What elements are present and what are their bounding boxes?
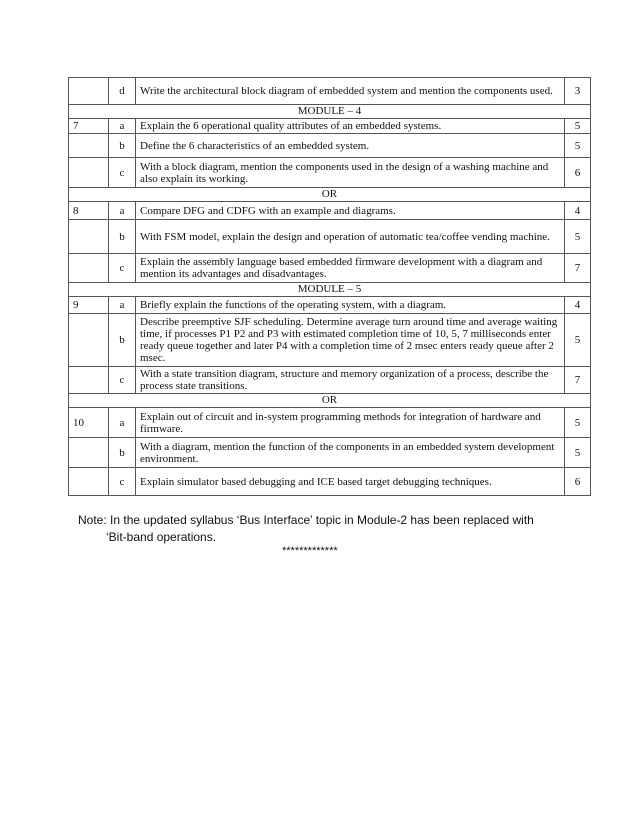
section-separator-row	[69, 188, 591, 202]
question-marks: 6	[565, 468, 591, 496]
question-marks: 7	[565, 254, 591, 283]
question-marks: 5	[565, 438, 591, 468]
question-text: Briefly explain the functions of the operating system, with a diagram.	[136, 297, 565, 314]
sub-question-label: a	[109, 119, 136, 134]
question-number	[69, 367, 109, 394]
question-row	[69, 408, 591, 438]
question-text: Compare DFG and CDFG with an example and diagrams.	[136, 202, 565, 220]
sub-question-label: a	[109, 202, 136, 220]
note-line-2: ‘Bit-band operations.	[106, 530, 217, 544]
question-row	[69, 297, 591, 314]
question-text: With FSM model, explain the design and operation of automatic tea/coffee vending machine.	[136, 220, 565, 254]
question-row	[69, 158, 591, 188]
question-number	[69, 158, 109, 188]
section-separator: MODULE – 4	[69, 105, 591, 119]
question-row	[69, 254, 591, 283]
question-text: With a block diagram, mention the components used in the design of a washing machine and also explain its working.	[136, 158, 565, 188]
question-marks: 7	[565, 367, 591, 394]
question-number	[69, 254, 109, 283]
question-marks: 4	[565, 297, 591, 314]
sub-question-label: b	[109, 220, 136, 254]
question-row	[69, 468, 591, 496]
sub-question-label: c	[109, 468, 136, 496]
question-number	[69, 220, 109, 254]
question-text: Explain the assembly language based embedded firmware development with a diagram and mention its advantages and disadvantages.	[136, 254, 565, 283]
question-marks: 3	[565, 78, 591, 105]
end-marker: *************	[282, 545, 338, 557]
question-number	[69, 134, 109, 158]
question-number: 10	[69, 408, 109, 438]
question-marks: 5	[565, 314, 591, 367]
question-row	[69, 134, 591, 158]
question-number: 8	[69, 202, 109, 220]
question-text: Define the 6 characteristics of an embedded system.	[136, 134, 565, 158]
question-marks: 5	[565, 220, 591, 254]
question-row	[69, 78, 591, 105]
question-text: Describe preemptive SJF scheduling. Determine average turn around time and average waiting time, if processes P1 P2 and P3 with estimated completion time of 10, 5, 7 milliseconds enter ready queue together and later P4 with a completion time of 2 msec enters ready queue after 2 msec.	[136, 314, 565, 367]
sub-question-label: c	[109, 158, 136, 188]
sub-question-label: c	[109, 367, 136, 394]
question-marks: 5	[565, 134, 591, 158]
question-text: With a state transition diagram, structure and memory organization of a process, describe the process state transitions.	[136, 367, 565, 394]
question-row	[69, 367, 591, 394]
sub-question-label: b	[109, 314, 136, 367]
question-text: Explain out of circuit and in-system programming methods for integration of hardware and firmware.	[136, 408, 565, 438]
question-number	[69, 438, 109, 468]
question-number	[69, 78, 109, 105]
sub-question-label: c	[109, 254, 136, 283]
sub-question-label: a	[109, 408, 136, 438]
question-row	[69, 220, 591, 254]
question-table	[68, 77, 591, 496]
question-marks: 4	[565, 202, 591, 220]
question-marks: 6	[565, 158, 591, 188]
question-marks: 5	[565, 408, 591, 438]
question-number	[69, 314, 109, 367]
question-row	[69, 314, 591, 367]
question-row	[69, 119, 591, 134]
sub-question-label: b	[109, 134, 136, 158]
question-table-body	[69, 78, 591, 496]
sub-question-label: d	[109, 78, 136, 105]
section-separator: OR	[69, 188, 591, 202]
section-separator-row	[69, 105, 591, 119]
question-row	[69, 438, 591, 468]
section-separator: OR	[69, 394, 591, 408]
syllabus-note	[78, 512, 578, 546]
section-separator-row	[69, 394, 591, 408]
question-number: 9	[69, 297, 109, 314]
question-number: 7	[69, 119, 109, 134]
sub-question-label: b	[109, 438, 136, 468]
question-number	[69, 468, 109, 496]
question-text: With a diagram, mention the function of the components in an embedded system development environment.	[136, 438, 565, 468]
question-text: Write the architectural block diagram of embedded system and mention the components used.	[136, 78, 565, 105]
note-line-1: Note: In the updated syllabus ‘Bus Interface’ topic in Module-2 has been replaced with	[78, 513, 534, 527]
question-text: Explain the 6 operational quality attributes of an embedded systems.	[136, 119, 565, 134]
question-row	[69, 202, 591, 220]
sub-question-label: a	[109, 297, 136, 314]
question-text: Explain simulator based debugging and ICE based target debugging techniques.	[136, 468, 565, 496]
question-marks: 5	[565, 119, 591, 134]
section-separator-row	[69, 283, 591, 297]
section-separator: MODULE – 5	[69, 283, 591, 297]
